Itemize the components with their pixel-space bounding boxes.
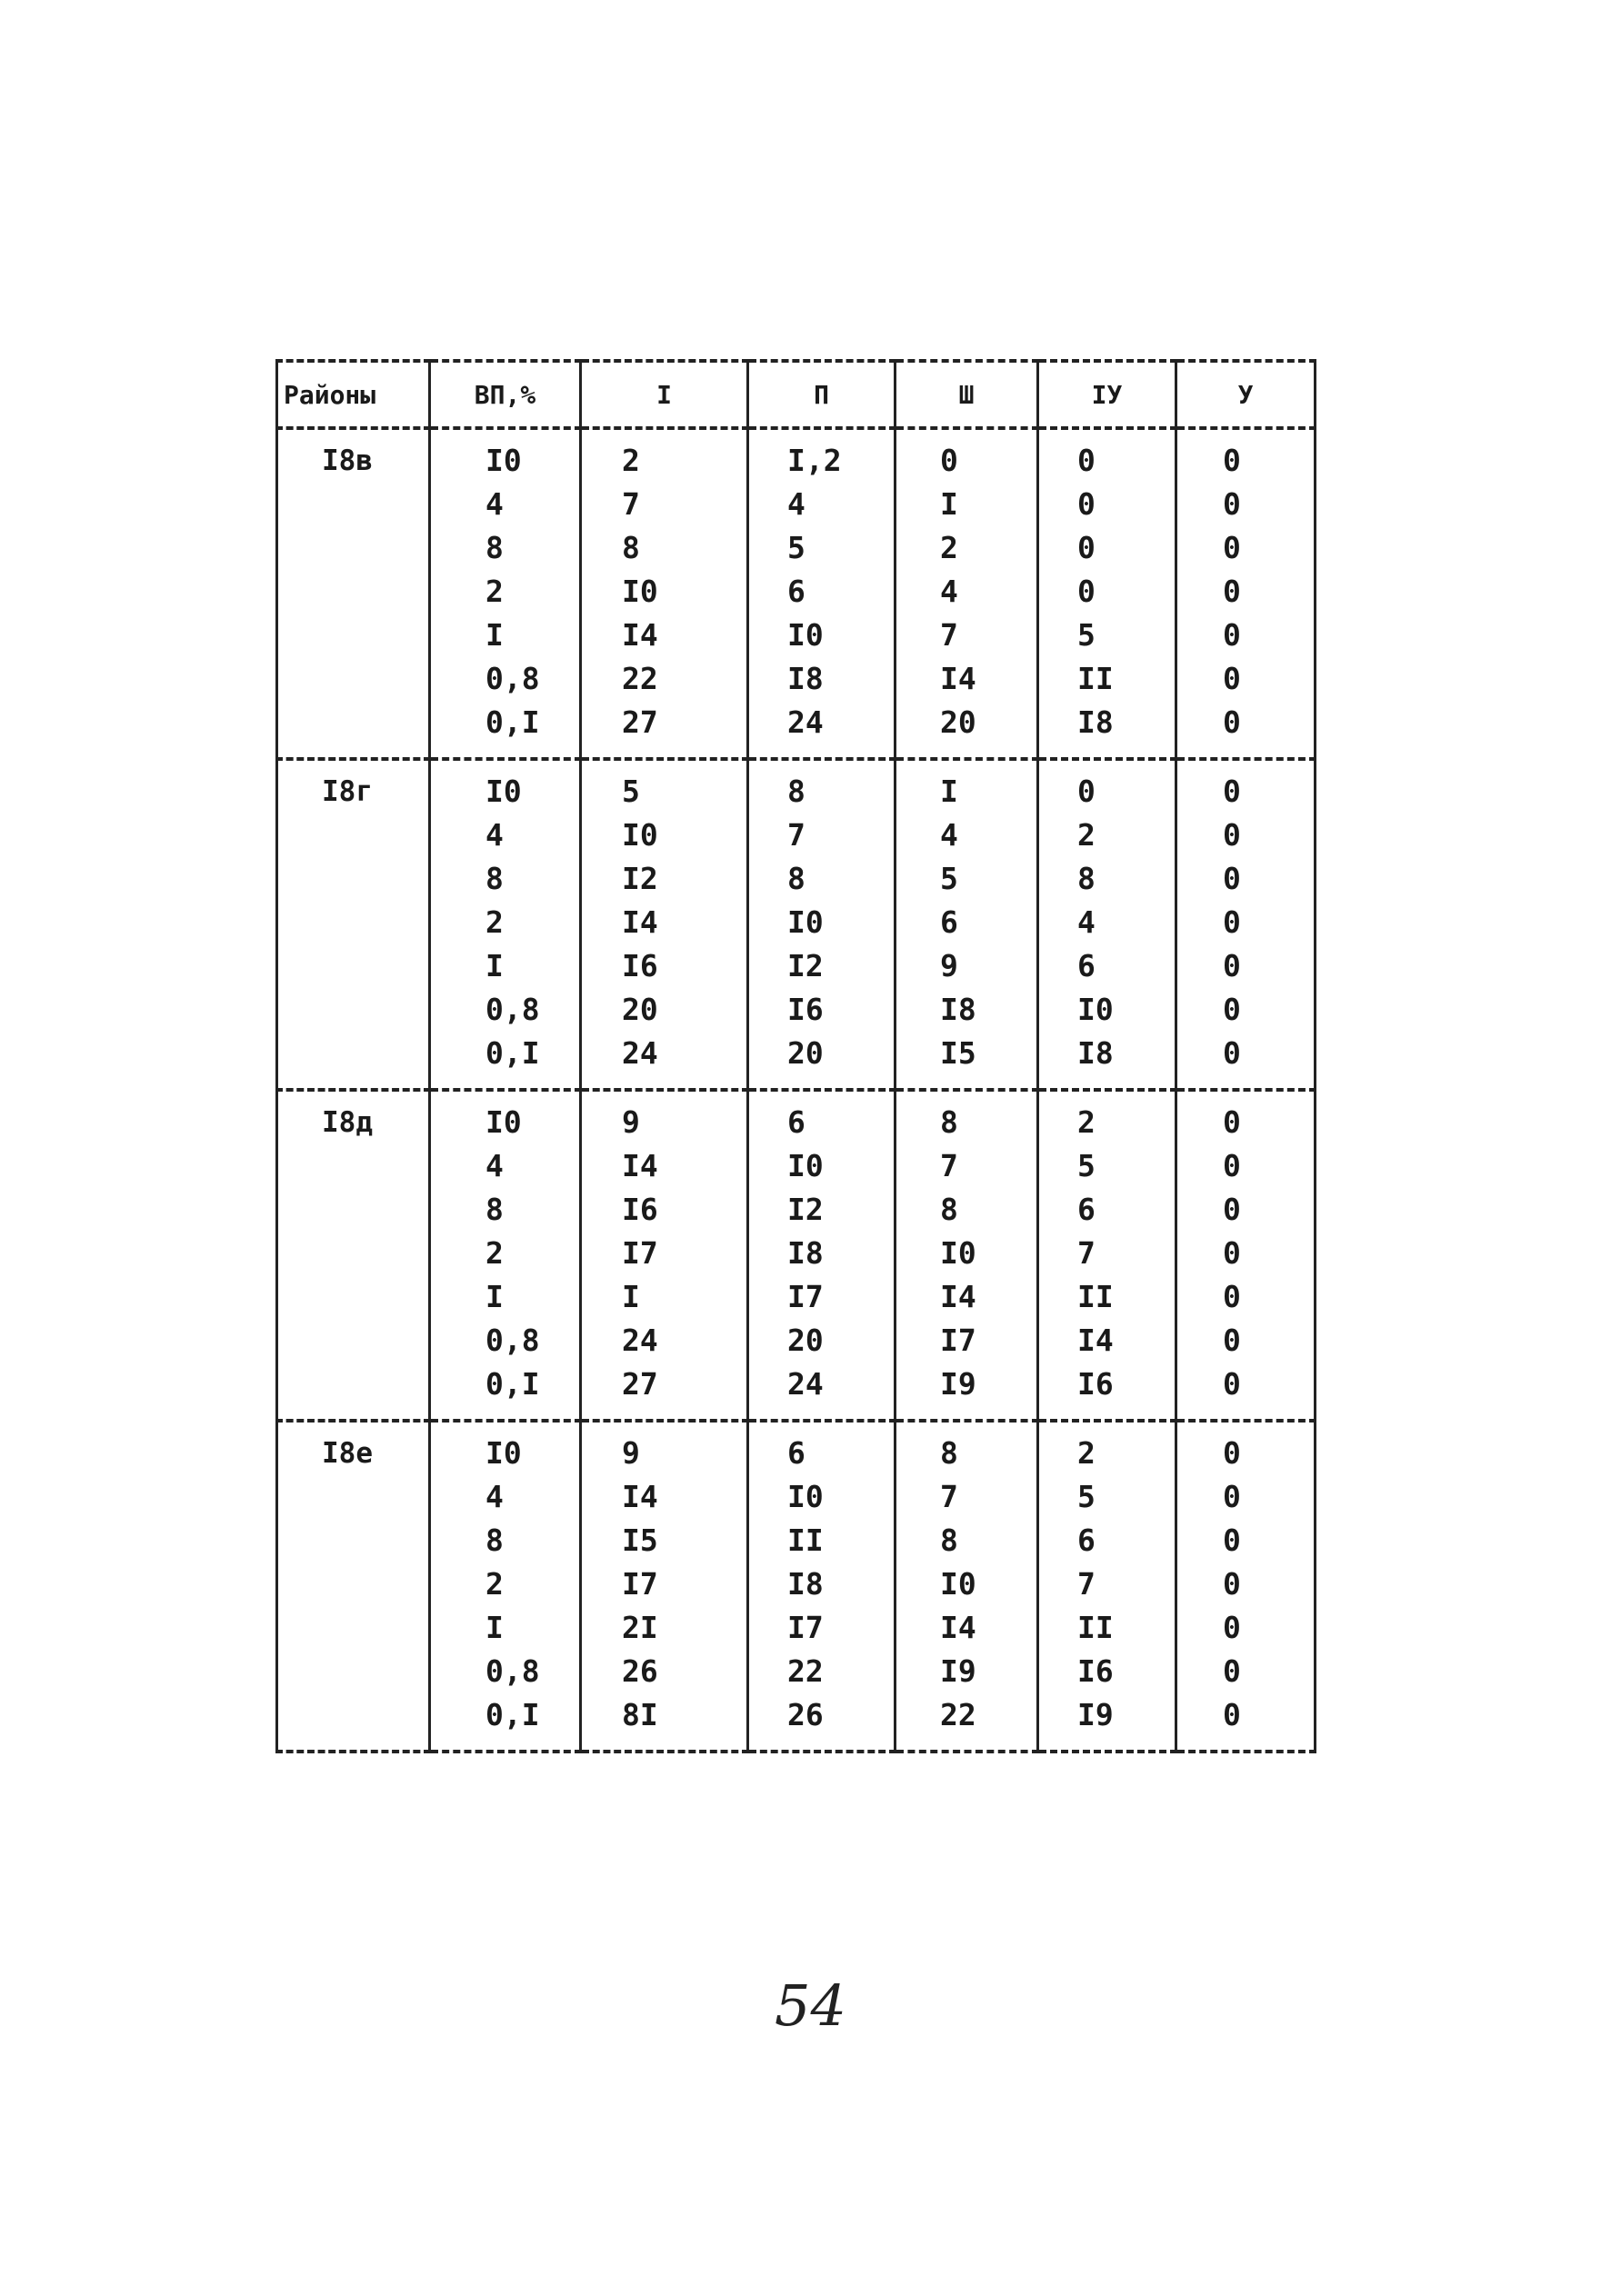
table-cell-value: 4	[940, 817, 958, 853]
table-cell-value: I6	[1077, 1653, 1114, 1689]
value-stack	[749, 1101, 894, 1406]
table-cell-value: 7	[1077, 1235, 1096, 1271]
table-cell-value: 6	[787, 1435, 805, 1471]
value-column-cell	[430, 1090, 581, 1421]
table-cell-value: I6	[622, 1192, 658, 1227]
table-cell-value: 7	[622, 486, 640, 522]
table-cell-value: 0,I	[485, 1035, 540, 1071]
table-cell-value: I2	[622, 861, 658, 896]
table-cell-value: I9	[940, 1366, 976, 1402]
table-cell-value: 2	[1077, 1435, 1096, 1471]
table-cell-value: 0	[1223, 1235, 1241, 1271]
table-cell-value: 0	[1223, 1192, 1241, 1227]
value-column-cell	[748, 428, 896, 759]
table-cell-value: 0	[1223, 817, 1241, 853]
table-cell-value: 6	[1077, 1522, 1096, 1558]
table-cell-value: I6	[622, 948, 658, 983]
table-cell-value: I0	[485, 1435, 522, 1471]
region-label: I8в	[322, 444, 373, 477]
table-cell-value: 2	[485, 1235, 504, 1271]
table-cell-value: I	[940, 774, 958, 809]
table-cell-value: 0	[1223, 704, 1241, 740]
table-cell-value: I2	[787, 948, 824, 983]
table-row-group	[277, 428, 1316, 759]
table-cell-value: 0	[940, 443, 958, 478]
table-cell-value: 0	[1223, 992, 1241, 1027]
table-cell-value: 7	[940, 1479, 958, 1514]
table-cell-value: 0,I	[485, 1366, 540, 1402]
table-cell-value: 0	[1223, 774, 1241, 809]
value-stack	[896, 1432, 1036, 1737]
value-column-cell	[1176, 428, 1316, 759]
table-cell-value: 0	[1223, 1610, 1241, 1645]
table-cell-value: I	[940, 486, 958, 522]
table-cell-value: 2	[1077, 817, 1096, 853]
table-cell-value: 4	[787, 486, 805, 522]
table-cell-value: 7	[1077, 1566, 1096, 1602]
table-cell-value: 8	[1077, 861, 1096, 896]
value-stack	[1039, 1101, 1175, 1406]
value-stack	[1177, 1101, 1314, 1406]
table-cell-value: 0	[1223, 443, 1241, 478]
data-table-container	[275, 359, 1316, 1753]
region-label: I8д	[322, 1106, 373, 1139]
table-cell-value: I	[485, 948, 504, 983]
table-cell-value: I9	[1077, 1697, 1114, 1732]
table-cell-value: I,2	[787, 443, 842, 478]
value-column-cell	[1038, 1090, 1176, 1421]
table-cell-value: I0	[485, 1104, 522, 1140]
header-col-4: IУ	[1038, 361, 1176, 428]
table-cell-value: 4	[1077, 904, 1096, 940]
value-stack	[749, 1432, 894, 1737]
table-cell-value: 6	[787, 1104, 805, 1140]
table-cell-value: I9	[940, 1653, 976, 1689]
value-column-cell	[1038, 759, 1176, 1090]
value-stack	[582, 1101, 746, 1406]
table-cell-value: 6	[787, 574, 805, 609]
table-cell-value: 4	[485, 486, 504, 522]
table-cell-value: 20	[940, 704, 976, 740]
table-cell-value: I8	[787, 1566, 824, 1602]
table-cell-value: 5	[940, 861, 958, 896]
table-cell-value: 0	[1223, 1323, 1241, 1358]
table-cell-value: 9	[622, 1435, 640, 1471]
header-col-5: У	[1176, 361, 1316, 428]
table-cell-value: 0	[1223, 1148, 1241, 1183]
table-cell-value: I8	[940, 992, 976, 1027]
value-stack	[1039, 439, 1175, 744]
value-column-cell	[1176, 1090, 1316, 1421]
value-stack	[582, 1432, 746, 1737]
table-cell-value: 7	[940, 617, 958, 653]
table-cell-value: 4	[940, 574, 958, 609]
table-cell-value: I0	[940, 1566, 976, 1602]
table-cell-value: 2	[1077, 1104, 1096, 1140]
table-cell-value: 0	[1223, 1279, 1241, 1314]
table-cell-value: 4	[485, 1479, 504, 1514]
table-cell-value: 0,8	[485, 1323, 540, 1358]
table-cell-value: I	[622, 1279, 640, 1314]
table-cell-value: 4	[485, 817, 504, 853]
table-cell-value: 0	[1223, 1435, 1241, 1471]
table-cell-value: 4	[485, 1148, 504, 1183]
region-label: I8г	[322, 775, 373, 808]
table-cell-value: 0	[1223, 1035, 1241, 1071]
table-cell-value: I8	[1077, 1035, 1114, 1071]
value-column-cell	[430, 428, 581, 759]
value-column-cell	[748, 1090, 896, 1421]
table-cell-value: 8	[485, 861, 504, 896]
value-stack	[431, 770, 579, 1075]
table-cell-value: 0	[1077, 443, 1096, 478]
table-cell-value: 24	[622, 1323, 658, 1358]
value-column-cell	[430, 759, 581, 1090]
table-cell-value: I0	[485, 443, 522, 478]
table-cell-value: 0	[1223, 574, 1241, 609]
table-cell-value: 24	[787, 1366, 824, 1402]
table-cell-value: I0	[485, 774, 522, 809]
table-cell-value: 0	[1223, 1566, 1241, 1602]
table-cell-value: 8	[622, 530, 640, 565]
table-cell-value: I0	[1077, 992, 1114, 1027]
value-stack	[896, 770, 1036, 1075]
table-cell-value: 27	[622, 704, 658, 740]
table-cell-value: I7	[622, 1235, 658, 1271]
table-cell-value: 8	[485, 530, 504, 565]
table-cell-value: 26	[622, 1653, 658, 1689]
table-cell-value: 8	[940, 1522, 958, 1558]
value-stack	[749, 770, 894, 1075]
table-cell-value: 0,I	[485, 704, 540, 740]
table-cell-value: I0	[787, 1479, 824, 1514]
table-cell-value: 0	[1223, 1697, 1241, 1732]
table-cell-value: I2	[787, 1192, 824, 1227]
table-cell-value: 8	[485, 1192, 504, 1227]
region-cell	[277, 1090, 430, 1421]
table-cell-value: I0	[940, 1235, 976, 1271]
value-stack	[1177, 770, 1314, 1075]
table-row-group	[277, 1090, 1316, 1421]
table-cell-value: I0	[622, 817, 658, 853]
table-cell-value: I6	[1077, 1366, 1114, 1402]
value-stack	[896, 439, 1036, 744]
table-cell-value: II	[787, 1522, 824, 1558]
table-cell-value: I5	[940, 1035, 976, 1071]
value-stack	[582, 770, 746, 1075]
header-row	[277, 361, 1316, 428]
table-cell-value: 22	[787, 1653, 824, 1689]
table-cell-value: 0	[1223, 1653, 1241, 1689]
table-cell-value: I8	[787, 1235, 824, 1271]
table-cell-value: 2	[485, 574, 504, 609]
value-stack	[1039, 1432, 1175, 1737]
value-stack	[896, 1101, 1036, 1406]
table-cell-value: 0,8	[485, 1653, 540, 1689]
table-cell-value: I7	[787, 1610, 824, 1645]
region-label: I8е	[322, 1437, 373, 1470]
table-cell-value: 5	[1077, 1479, 1096, 1514]
table-cell-value: I5	[622, 1522, 658, 1558]
table-cell-value: 0	[1223, 904, 1241, 940]
table-cell-value: I	[485, 1610, 504, 1645]
value-column-cell	[581, 1421, 748, 1752]
table-cell-value: 8	[787, 861, 805, 896]
table-cell-value: 0	[1223, 1522, 1241, 1558]
table-cell-value: 24	[622, 1035, 658, 1071]
data-table	[275, 359, 1316, 1753]
table-cell-value: I4	[622, 617, 658, 653]
table-cell-value: II	[1077, 1279, 1114, 1314]
table-cell-value: 8	[940, 1192, 958, 1227]
table-cell-value: I8	[787, 661, 824, 696]
value-column-cell	[896, 1090, 1038, 1421]
region-cell	[277, 428, 430, 759]
table-row-group	[277, 1421, 1316, 1752]
value-column-cell	[581, 1090, 748, 1421]
header-col-1: I	[581, 361, 748, 428]
value-stack	[431, 1101, 579, 1406]
table-cell-value: 2	[622, 443, 640, 478]
table-cell-value: 8	[940, 1104, 958, 1140]
value-stack	[1177, 1432, 1314, 1737]
table-cell-value: 8	[940, 1435, 958, 1471]
table-cell-value: 0	[1223, 1366, 1241, 1402]
table-cell-value: 26	[787, 1697, 824, 1732]
table-cell-value: 0	[1223, 486, 1241, 522]
table-cell-value: 8	[485, 1522, 504, 1558]
table-cell-value: 0	[1223, 661, 1241, 696]
table-cell-value: I4	[940, 661, 976, 696]
table-cell-value: I4	[622, 1479, 658, 1514]
table-cell-value: 5	[622, 774, 640, 809]
table-cell-value: I6	[787, 992, 824, 1027]
table-cell-value: 0,8	[485, 992, 540, 1027]
table-cell-value: 2	[940, 530, 958, 565]
table-body	[277, 428, 1316, 1752]
header-col-3: Ш	[896, 361, 1038, 428]
table-cell-value: 2I	[622, 1610, 658, 1645]
table-cell-value: I7	[787, 1279, 824, 1314]
value-stack	[1177, 439, 1314, 744]
table-cell-value: 22	[622, 661, 658, 696]
table-cell-value: 0	[1223, 530, 1241, 565]
value-column-cell	[581, 759, 748, 1090]
value-column-cell	[748, 759, 896, 1090]
table-cell-value: 0	[1223, 1479, 1241, 1514]
table-cell-value: 5	[787, 530, 805, 565]
table-cell-value: I4	[940, 1279, 976, 1314]
value-column-cell	[581, 428, 748, 759]
value-column-cell	[896, 1421, 1038, 1752]
value-column-cell	[748, 1421, 896, 1752]
table-cell-value: I	[485, 617, 504, 653]
table-cell-value: 7	[787, 817, 805, 853]
table-cell-value: 9	[940, 948, 958, 983]
value-stack	[749, 439, 894, 744]
table-cell-value: 0	[1223, 1104, 1241, 1140]
value-stack	[582, 439, 746, 744]
table-cell-value: 7	[940, 1148, 958, 1183]
table-cell-value: 22	[940, 1697, 976, 1732]
table-cell-value: 5	[1077, 617, 1096, 653]
table-cell-value: I0	[787, 1148, 824, 1183]
header-col-2: П	[748, 361, 896, 428]
table-cell-value: 0	[1077, 574, 1096, 609]
table-cell-value: 0,8	[485, 661, 540, 696]
table-cell-value: 0	[1223, 617, 1241, 653]
table-cell-value: 0,I	[485, 1697, 540, 1732]
value-column-cell	[1176, 1421, 1316, 1752]
table-cell-value: 0	[1077, 530, 1096, 565]
table-cell-value: I4	[940, 1610, 976, 1645]
region-cell	[277, 1421, 430, 1752]
table-cell-value: 2	[485, 904, 504, 940]
table-cell-value: I	[485, 1279, 504, 1314]
value-column-cell	[1038, 428, 1176, 759]
table-cell-value: 6	[1077, 1192, 1096, 1227]
header-regions: Районы	[277, 361, 430, 428]
page-number: 54	[775, 1972, 846, 2039]
table-cell-value: 0	[1223, 861, 1241, 896]
table-cell-value: 8I	[622, 1697, 658, 1732]
table-row-group	[277, 759, 1316, 1090]
table-cell-value: I0	[622, 574, 658, 609]
table-cell-value: I0	[787, 904, 824, 940]
region-cell	[277, 759, 430, 1090]
table-cell-value: 0	[1077, 774, 1096, 809]
table-cell-value: 24	[787, 704, 824, 740]
table-cell-value: 9	[622, 1104, 640, 1140]
table-cell-value: 20	[622, 992, 658, 1027]
value-column-cell	[896, 428, 1038, 759]
table-cell-value: I7	[940, 1323, 976, 1358]
table-cell-value: 2	[485, 1566, 504, 1602]
table-cell-value: 6	[940, 904, 958, 940]
table-cell-value: 0	[1223, 948, 1241, 983]
value-column-cell	[1038, 1421, 1176, 1752]
table-cell-value: I7	[622, 1566, 658, 1602]
table-cell-value: 6	[1077, 948, 1096, 983]
table-cell-value: 20	[787, 1323, 824, 1358]
table-cell-value: I0	[787, 617, 824, 653]
value-stack	[431, 1432, 579, 1737]
value-stack	[431, 439, 579, 744]
header-vp-percent: ВП,%	[430, 361, 581, 428]
table-cell-value: I4	[622, 904, 658, 940]
table-cell-value: I8	[1077, 704, 1114, 740]
value-column-cell	[430, 1421, 581, 1752]
table-cell-value: II	[1077, 1610, 1114, 1645]
table-cell-value: 27	[622, 1366, 658, 1402]
value-stack	[1039, 770, 1175, 1075]
table-cell-value: 20	[787, 1035, 824, 1071]
table-cell-value: 5	[1077, 1148, 1096, 1183]
value-column-cell	[896, 759, 1038, 1090]
table-cell-value: 8	[787, 774, 805, 809]
table-cell-value: I4	[1077, 1323, 1114, 1358]
value-column-cell	[1176, 759, 1316, 1090]
table-cell-value: I4	[622, 1148, 658, 1183]
table-cell-value: 0	[1077, 486, 1096, 522]
table-cell-value: II	[1077, 661, 1114, 696]
